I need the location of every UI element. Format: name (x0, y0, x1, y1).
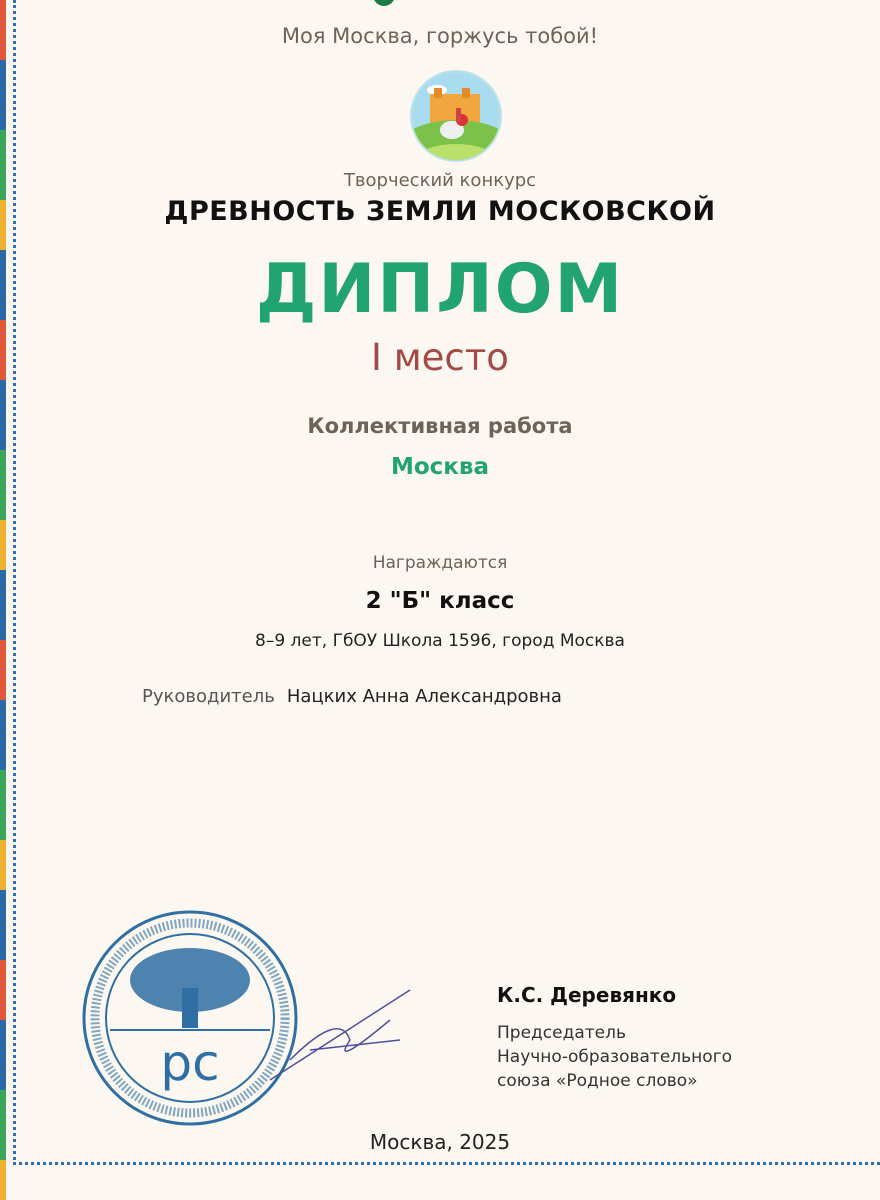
diploma-title: ДИПЛОМ (255, 250, 625, 329)
leader-name: Нацких Анна Александровна (286, 686, 562, 707)
work-title: Москва (390, 454, 489, 480)
svg-text:рс: рс (160, 1034, 220, 1092)
top-ornament (373, 0, 395, 6)
contest-label: Творческий конкурс (343, 170, 537, 191)
recipient-details: 8–9 лет, ГбОУ Школа 1596, город Москва (255, 631, 625, 651)
leader (142, 686, 562, 707)
signatory-block (497, 983, 732, 1093)
signatory-position-line: союза «Родное слово» (497, 1071, 698, 1091)
recipient: 2 "Б" класс (365, 588, 515, 614)
dotted-border-bottom (13, 1162, 880, 1165)
motto: Моя Москва, горжусь тобой! (281, 24, 599, 48)
work-type: Коллективная работа (307, 414, 573, 438)
leader-label: Руководитель (142, 686, 275, 707)
signatory-position-line: Научно-образовательного (497, 1047, 733, 1067)
award-label: Награждаются (372, 553, 508, 573)
place-year: Москва, 2025 (369, 1130, 511, 1154)
contest-logo (410, 70, 502, 162)
signatory-name: К.С. Деревянко (497, 983, 677, 1007)
contest-name: ДРЕВНОСТЬ ЗЕМЛИ МОСКОВСКОЙ (164, 196, 716, 227)
signature (250, 980, 420, 1094)
place: I место (371, 336, 509, 379)
signatory-position-line: Председатель (497, 1023, 627, 1043)
